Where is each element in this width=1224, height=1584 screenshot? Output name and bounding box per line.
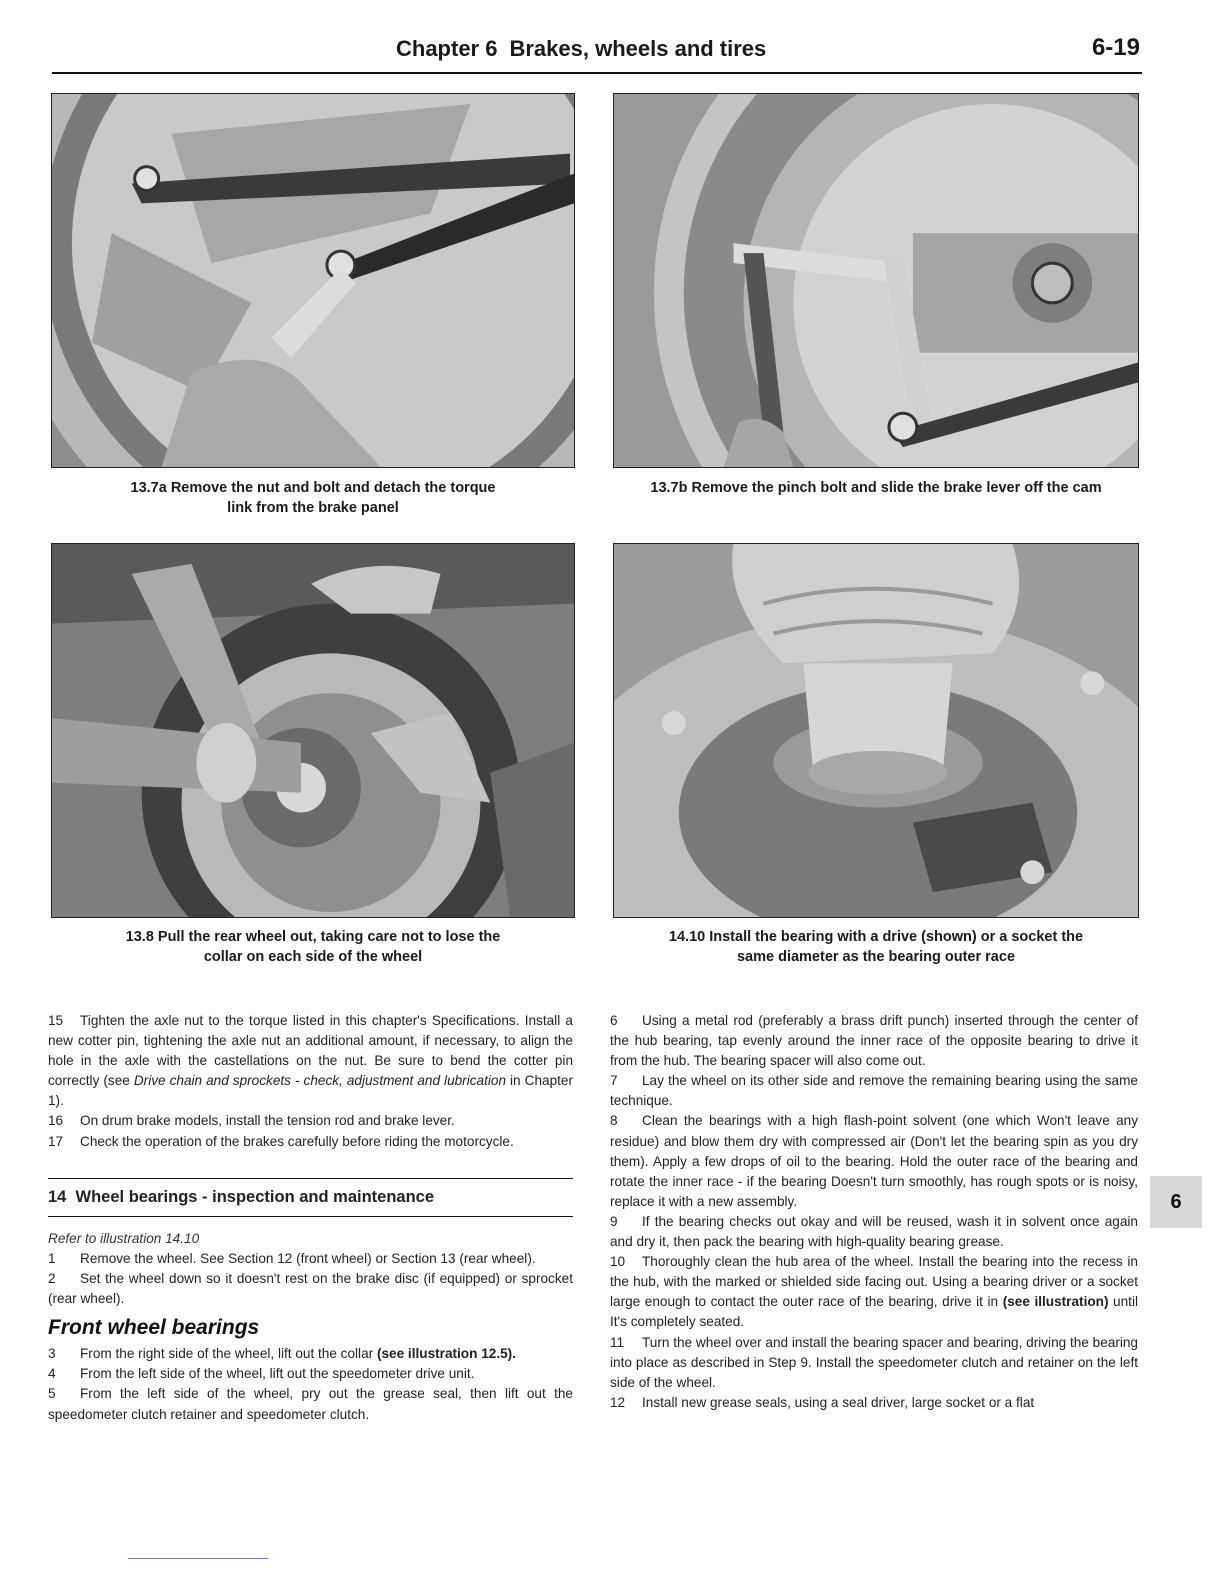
- left-text-column: [48, 1011, 573, 1425]
- step-text-italic: Drive chain and sprockets - check, adjustment and lubrication: [133, 1073, 507, 1089]
- step-6: [610, 1011, 1138, 1071]
- step-12: [610, 1393, 1138, 1413]
- photo-14-10: [613, 543, 1139, 918]
- chapter-tab: 6: [1150, 1176, 1202, 1228]
- step-4: [48, 1364, 573, 1384]
- chapter-heading: [396, 36, 766, 62]
- photo-13-7b: [613, 93, 1139, 468]
- chapter-label: Chapter 6: [396, 36, 498, 61]
- step-number: 1: [48, 1250, 56, 1266]
- caption-line: 13.7a Remove the nut and bolt and detach the torque: [130, 480, 496, 496]
- step-text: Tighten the axle nut to the torque listed in this chapter's Specifications. Install a new cotter pin, tightening the axle nut an additional amount, if necessary, to align the hole in the axle with the castellations on the nut. Be sure to bend the cotter pin correctly (see: [48, 1013, 573, 1089]
- step-number: 8: [610, 1113, 618, 1129]
- step-number: 4: [48, 1366, 56, 1382]
- caption-line: same diameter as the bearing outer race: [736, 949, 1016, 965]
- caption-13-8: [51, 927, 575, 967]
- step-text-bold: (see illustration): [1002, 1294, 1109, 1310]
- step-text: until It's completely seated.: [610, 1294, 1138, 1330]
- step-text: Thoroughly clean the hub area of the wheel. Install the bearing into the recess in the hub, with the marked or shielded side facing out. Using a bearing driver or a socket large enough to contact the outer race of the bearing, drive it in: [610, 1254, 1138, 1310]
- caption-13-7b: [608, 478, 1144, 498]
- step-10: [610, 1252, 1138, 1332]
- step-number: 17: [48, 1133, 64, 1149]
- photo-13-8: [51, 543, 575, 918]
- step-number: 9: [610, 1213, 618, 1229]
- caption-line: collar on each side of the wheel: [203, 949, 423, 965]
- step-number: 10: [610, 1254, 626, 1270]
- step-11: [610, 1333, 1138, 1393]
- section-title: Wheel bearings - inspection and maintenance: [75, 1187, 435, 1206]
- step-17: [48, 1132, 573, 1152]
- footer-rule: [128, 1558, 268, 1559]
- step-text: in Chapter 1).: [48, 1073, 573, 1109]
- caption-13-7a: [51, 478, 575, 518]
- step-text: From the left side of the wheel, pry out the grease seal, then lift out the speedometer clutch retainer and speedometer clutch.: [48, 1386, 573, 1422]
- caption-line: 14.10 Install the bearing with a drive (shown) or a socket the: [668, 929, 1084, 945]
- step-number: 15: [48, 1013, 64, 1028]
- step-9: [610, 1212, 1138, 1252]
- step-text: On drum brake models, install the tension rod and brake lever.: [80, 1113, 455, 1129]
- step-number: 2: [48, 1270, 56, 1286]
- step-number: 11: [610, 1334, 625, 1350]
- section-number: 14: [48, 1187, 67, 1206]
- caption-line: link from the brake panel: [227, 500, 399, 516]
- step-text: Using a metal rod (preferably a brass drift punch) inserted through the center of the hub bearing, tap evenly around the inner race of the opposite bearing to drive it from the hub. The bearing spacer will also come out.: [610, 1013, 1138, 1069]
- step-2: [48, 1269, 573, 1309]
- step-7: [610, 1071, 1138, 1111]
- right-text-column: [610, 1011, 1138, 1413]
- caption-line: 13.8 Pull the rear wheel out, taking care not to lose the: [125, 929, 501, 945]
- subheading: Front wheel bearings: [48, 1316, 260, 1340]
- step-text: Lay the wheel on its other side and remove the remaining bearing using the same technique.: [610, 1073, 1138, 1109]
- refer-to-illustration: Refer to illustration 14.10: [48, 1230, 200, 1246]
- section-heading: [48, 1178, 573, 1217]
- step-number: 16: [48, 1113, 64, 1129]
- caption-line: 13.7b Remove the pinch bolt and slide the brake lever off the cam: [650, 480, 1102, 496]
- step-16: [48, 1111, 573, 1131]
- step-number: 12: [610, 1394, 626, 1410]
- caption-14-10: [613, 927, 1139, 967]
- step-text: Clean the bearings with a high flash-point solvent (one which Won't leave any residue) and blow them dry with compressed air (Don't let the bearing spin as you dry them). Apply a few drops of oil to the bearing. Hold the outer race of the bearing and rotate the inner race - if the bearing Doesn't turn smoothly, has rough spots or is noisy, replace it with a new assembly.: [610, 1113, 1138, 1209]
- step-text: Set the wheel down so it doesn't rest on the brake disc (if equipped) or sprocket (rear wheel).: [48, 1270, 573, 1307]
- step-number: 3: [48, 1346, 56, 1362]
- step-text: Turn the wheel over and install the bearing spacer and bearing, driving the bearing into place as described in Step 9. Install the speedometer clutch and retainer on the left side of the wheel.: [610, 1334, 1138, 1390]
- step-number: 6: [610, 1013, 618, 1028]
- step-8: [610, 1111, 1138, 1211]
- step-text: Install new grease seals, using a seal driver, large socket or a flat: [642, 1394, 1035, 1410]
- step-text: Remove the wheel. See Section 12 (front wheel) or Section 13 (rear wheel).: [80, 1250, 536, 1266]
- photo-13-7a: [51, 93, 575, 468]
- step-text: Check the operation of the brakes carefully before riding the motorcycle.: [80, 1133, 514, 1149]
- step-text: From the left side of the wheel, lift out the speedometer drive unit.: [80, 1366, 475, 1382]
- step-number: 7: [610, 1073, 618, 1089]
- step-3: [48, 1344, 573, 1364]
- step-text: If the bearing checks out okay and will be reused, wash it in solvent once again and dry it, then pack the bearing with high-quality bearing grease.: [610, 1213, 1138, 1250]
- step-5: [48, 1384, 573, 1424]
- step-number: 5: [48, 1386, 56, 1402]
- chapter-title: Brakes, wheels and tires: [509, 36, 767, 61]
- page-header: [52, 30, 1142, 74]
- step-1: [48, 1249, 573, 1269]
- page-number: 6-19: [1091, 34, 1140, 61]
- step-15: [48, 1011, 573, 1111]
- step-text-bold: (see illustration 12.5).: [376, 1346, 516, 1362]
- step-text: From the right side of the wheel, lift out the collar: [80, 1346, 377, 1362]
